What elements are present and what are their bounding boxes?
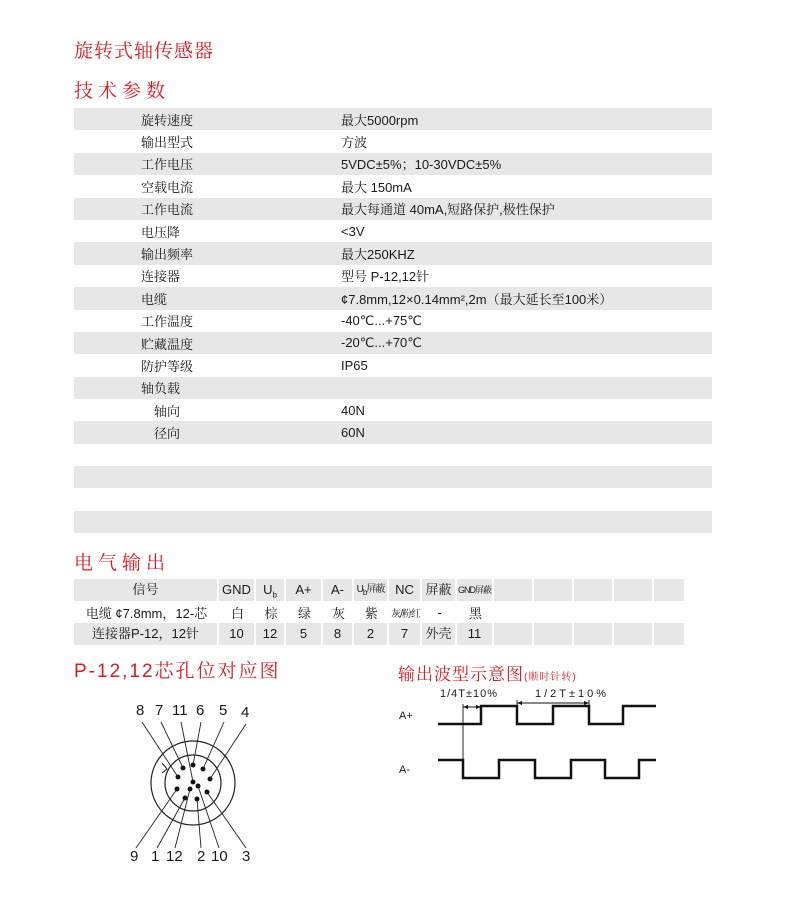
arrow-head	[463, 705, 468, 709]
spec-value: <3V	[341, 223, 365, 239]
pin-label: 6	[196, 702, 205, 719]
waveform-title-text: 输出波型示意图	[398, 665, 524, 684]
spec-value: 5VDC±5%；10-30VDC±5%	[341, 157, 502, 173]
spec-value: -20℃...+70℃	[341, 335, 422, 351]
spec-key: 轴向	[154, 403, 181, 419]
spec-key: 电压降	[141, 224, 181, 240]
output-cell: -	[437, 604, 442, 620]
pin-label: 5	[219, 702, 228, 719]
header-u-sub: b	[272, 590, 277, 600]
spec-value: 方波	[341, 135, 368, 151]
output-cell: 2	[354, 623, 389, 645]
header-us-sub: b	[362, 588, 367, 597]
pin-label: 12	[166, 848, 183, 865]
spec-value: -40℃...+75℃	[341, 312, 422, 328]
spec-value: 最大5000rpm	[341, 112, 419, 128]
header-gnd-shield: GND屏蔽	[457, 579, 494, 601]
pin-label: 11	[172, 702, 188, 719]
spec-value: 60N	[341, 425, 365, 441]
output-cell: 电缆 ¢7.8mm，12-芯	[85, 605, 208, 621]
header-a-plus: A+	[286, 579, 323, 601]
output-cell: 11	[457, 623, 494, 645]
output-cell: 7	[389, 623, 422, 645]
output-cell: 8	[323, 623, 354, 645]
output-cell: 白	[230, 605, 244, 621]
wave-label-a-plus: A+	[399, 710, 413, 722]
waveform-note: (顺时针转)	[524, 672, 577, 683]
output-cell: 灰/粉红	[391, 608, 420, 620]
a-minus-waveform	[438, 760, 656, 778]
output-cell: 连接器P-12，12针	[74, 623, 219, 645]
spec-key: 输出型式	[141, 135, 194, 151]
section-spec-title: 技术参数	[74, 81, 171, 102]
header-u-text: U	[263, 582, 273, 597]
pin-label: 10	[211, 848, 228, 865]
header-signal: 信号	[74, 579, 219, 601]
pin-label: 1	[151, 848, 160, 865]
pin-label: 3	[242, 848, 251, 865]
spec-key: 连接器	[141, 269, 181, 285]
spec-key: 电缆	[141, 291, 168, 307]
spec-value: ¢7.8mm,12×0.14mm²,2m（最大延长至100米）	[341, 291, 613, 307]
wave-label-half-t: 1/2T±10%	[535, 688, 610, 700]
header-us-suffix: 屏蔽	[366, 584, 385, 595]
header-gnd: GND	[219, 579, 256, 601]
output-cell: 棕	[264, 605, 278, 621]
a-plus-waveform	[438, 706, 656, 724]
output-cell: 绿	[297, 605, 311, 621]
output-cell: 10	[219, 623, 256, 645]
header-nc: NC	[389, 579, 422, 601]
pin-label: 8	[136, 702, 145, 719]
spec-key: 工作电压	[141, 157, 194, 173]
header-us-text: U	[356, 584, 363, 595]
output-cell: 5	[286, 623, 323, 645]
pin-label: 9	[130, 848, 139, 865]
spec-key: 旋转速度	[141, 112, 194, 128]
output-cell: 紫	[364, 605, 378, 621]
spec-value: 40N	[341, 402, 365, 418]
spec-key: 工作电流	[141, 202, 194, 218]
spec-value: 最大250KHZ	[341, 247, 415, 263]
arrow-head	[517, 701, 522, 705]
spec-key: 输出频率	[141, 247, 194, 263]
spec-key: 工作温度	[141, 314, 194, 330]
pin-label: 4	[241, 704, 250, 721]
spec-key: 防护等级	[141, 358, 194, 374]
wave-label-a-minus: A-	[399, 764, 410, 776]
header-a-minus: A-	[323, 579, 354, 601]
pin-label: 2	[197, 848, 206, 865]
output-cell: 12	[256, 623, 286, 645]
output-cell: 灰	[331, 605, 345, 621]
spec-value: 最大每通道 40mA,短路保护,极性保护	[341, 202, 555, 218]
section-output-title: 电气输出	[74, 553, 171, 574]
page-title: 旋转式轴传感器	[74, 41, 215, 62]
arrow-head	[584, 701, 589, 705]
output-cell: 外壳	[422, 623, 457, 645]
spec-key: 空载电流	[141, 179, 194, 195]
spec-value: 型号 P-12,12针	[341, 269, 430, 285]
spec-value: 最大 150mA	[341, 179, 412, 195]
spec-key: 轴负载	[141, 381, 181, 397]
header-shield: 屏蔽	[422, 579, 457, 601]
wave-label-quarter-t: 1/4T±10%	[440, 688, 499, 700]
spec-key: 贮藏温度	[141, 336, 194, 352]
pin-diagram-title: P-12,12芯孔位对应图	[74, 661, 281, 682]
output-cell: 黑	[468, 605, 482, 621]
pin-label: 7	[155, 702, 164, 719]
spec-value: IP65	[341, 357, 368, 373]
spec-key: 径向	[154, 426, 181, 442]
